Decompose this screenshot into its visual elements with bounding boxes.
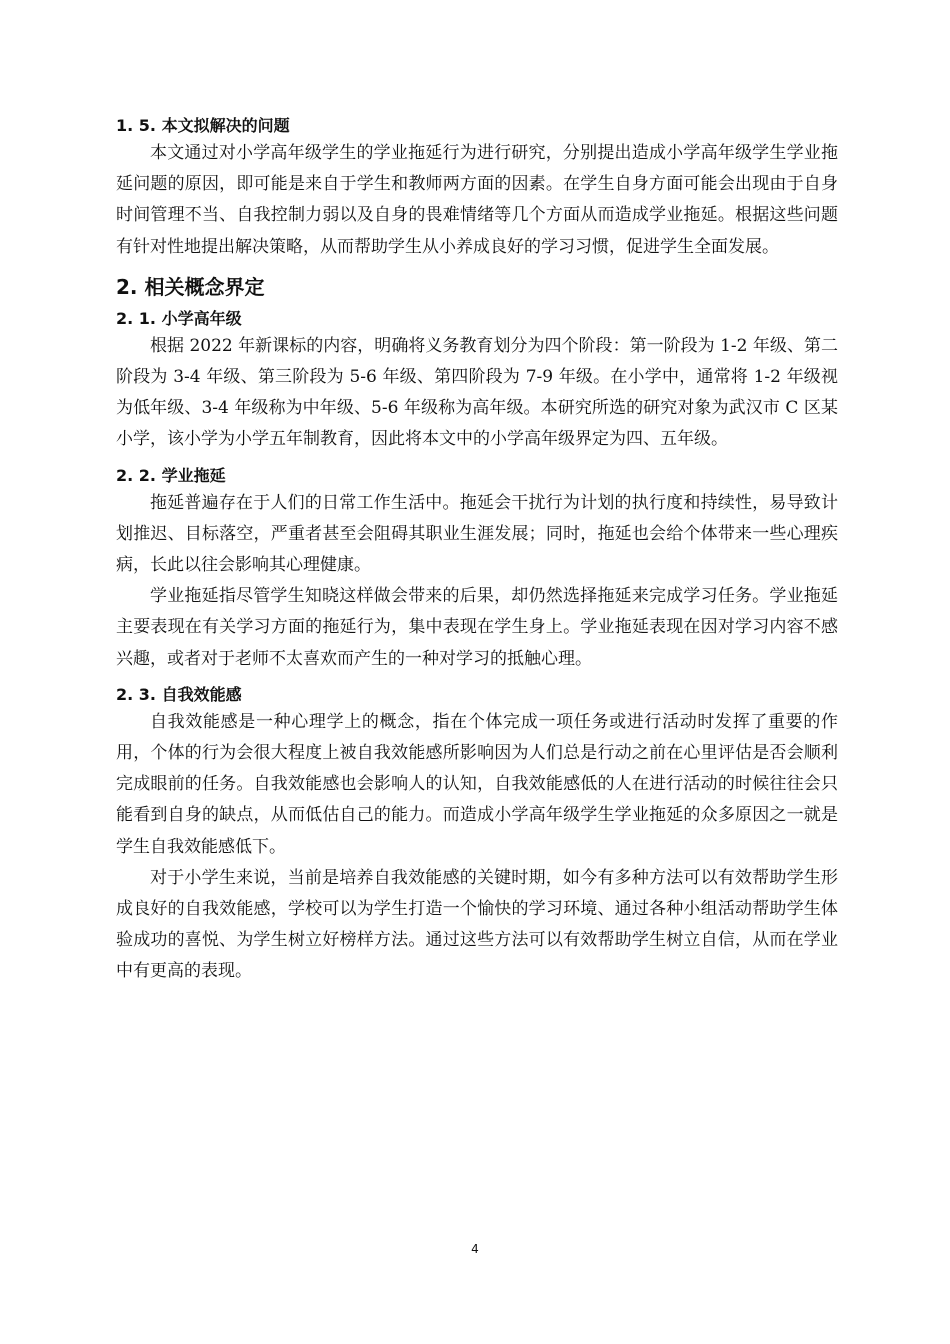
paragraph: 根据 2022 年新课标的内容，明确将义务教育划分为四个阶段：第一阶段为 1-2 年级、第二阶段为 3-4 年级、第三阶段为 5-6 年级、第四阶段为 7-9 年级。在小学中，通常将 1-2 年级视为低年级、3-4 年级称为中年级、5-6 年级称为高年级。本研究所选的研究对象为武汉市 C 区某小学，该小学为小学五年制教育，因此将本文中的小学高年级界定为四、五年级。 [116,335,838,450]
paragraph: 自我效能感是一种心理学上的概念，指在个体完成一项任务或进行活动时发挥了重要的作用，个体的行为会很大程度上被自我效能感所影响因为人们总是行动之前在心里评估是否会顺利完成眼前的任务。自我效能感也会影响人的认知，自我效能感低的人在进行活动的时候往往会只能看到自身的缺点，从而低估自己的能力。而造成小学高年级学生学业拖延的众多原因之一就是学生自我效能感低下。 [116,711,838,857]
paragraph: 对于小学生来说，当前是培养自我效能感的关键时期，如今有多种方法可以有效帮助学生形成良好的自我效能感，学校可以为学生打造一个愉快的学习环境、通过各种小组活动帮助学生体验成功的喜悦、为学生树立好榜样方法。通过这些方法可以有效帮助学生树立自信，从而在学业中有更高的表现。 [116,867,838,982]
page-number: 4 [471,1242,479,1256]
page-body [116,114,838,988]
section-heading-2-1: 2. 1. 小学高年级 [116,308,242,328]
paragraph: 拖延普遍存在于人们的日常工作生活中。拖延会干扰行为计划的执行度和持续性，易导致计划推迟、目标落空，严重者甚至会阻碍其职业生涯发展；同时，拖延也会给个体带来一些心理疾病，长此以往会影响其心理健康。 [116,492,838,576]
section-heading-2-3: 2. 3. 自我效能感 [116,684,242,704]
section-heading-1-5: 1. 5. 本文拟解决的问题 [116,116,290,135]
paragraph: 学业拖延指尽管学生知晓这样做会带来的后果，却仍然选择拖延来完成学习任务。学业拖延主要表现在有关学习方面的拖延行为，集中表现在学生身上。学业拖延表现在因对学习内容不感兴趣，或者对于老师不太喜欢而产生的一种对学习的抵触心理。 [116,586,838,669]
paragraph: 本文通过对小学高年级学生的学业拖延行为进行研究，分别提出造成小学高年级学生学业拖延问题的原因，即可能是来自于学生和教师两方面的因素。在学生自身方面可能会出现由于自身时间管理不当、自我控制力弱以及自身的畏难情绪等几个方面从而造成学业拖延。根据这些问题有针对性地提出解决策略，从而帮助学生从小养成良好的学习习惯，促进学生全面发展。 [116,143,838,257]
section-heading-2: 2. 相关概念界定 [116,274,265,299]
section-heading-2-2: 2. 2. 学业拖延 [116,465,226,485]
